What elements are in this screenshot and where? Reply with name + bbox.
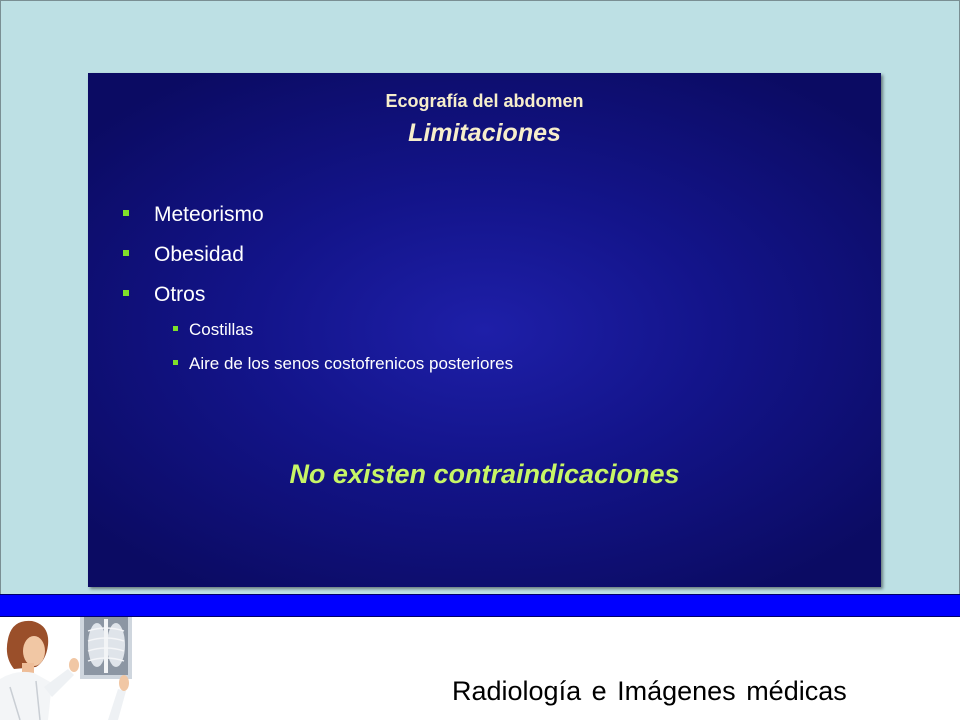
- subbullet-square-icon: [173, 326, 178, 331]
- subbullet-square-icon: [173, 360, 178, 365]
- subbullet-item: [189, 354, 513, 374]
- slide-title: Ecografía del abdomen: [385, 91, 584, 111]
- bullet-item: [154, 203, 264, 227]
- slide-image: [88, 73, 881, 587]
- bullet-square-icon: [123, 290, 129, 296]
- blue-band: [0, 594, 960, 617]
- bullet-item: [154, 283, 205, 307]
- bullet-list: [88, 73, 881, 587]
- doctor-xray-photo: [0, 617, 156, 720]
- bullet-square-icon: [123, 250, 129, 256]
- subbullet-item: [189, 320, 253, 340]
- doctor-xray-icon: [0, 617, 156, 720]
- subbullet-text: Aire de los senos costofrenicos posteriores: [189, 354, 514, 373]
- slide-subtitle: Limitaciones: [408, 119, 561, 147]
- footer-title: Radiología e Imágenes médicas: [452, 676, 847, 706]
- bullet-text: Meteorismo: [154, 203, 264, 226]
- bullet-square-icon: [123, 210, 129, 216]
- highlight-text: No existen contraindicaciones: [289, 459, 680, 489]
- bullet-item: [154, 243, 244, 267]
- subbullet-text: Costillas: [189, 320, 254, 339]
- bullet-text: Obesidad: [154, 243, 244, 266]
- bullet-text: Otros: [154, 283, 206, 306]
